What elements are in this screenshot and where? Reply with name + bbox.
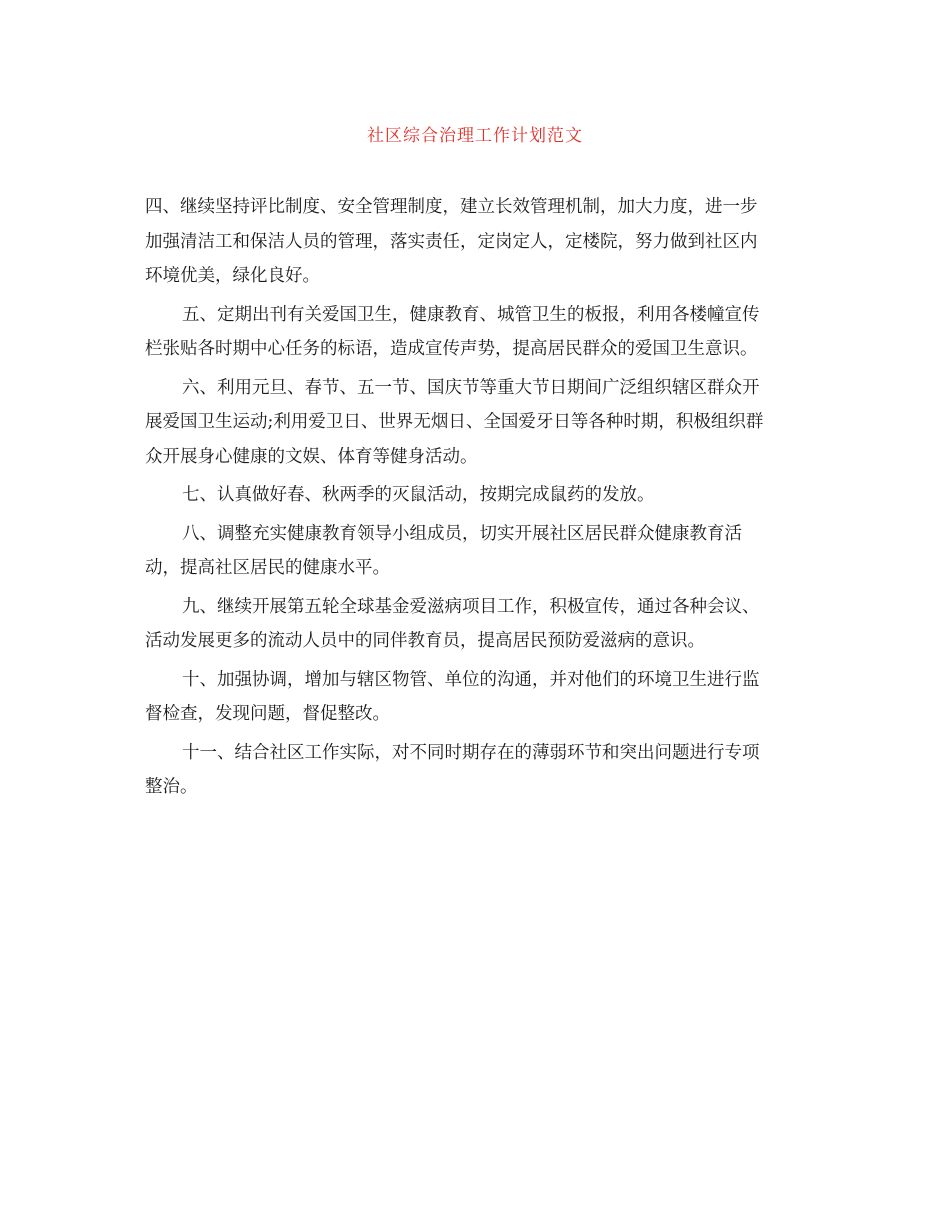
paragraph-line: 环境优美，绿化良好。 xyxy=(145,266,320,286)
paragraph-line: 众开展身心健康的文娱、体育等健身活动。 xyxy=(145,446,478,467)
paragraph-line: 六、利用元旦、春节、五一节、国庆节等重大节日期间广泛组织辖区群众开 xyxy=(182,377,760,398)
paragraph-line: 十一、结合社区工作实际，对不同时期存在的薄弱环节和突出问题进行专项 xyxy=(182,742,760,763)
paragraph-11 xyxy=(145,736,810,805)
paragraph-8 xyxy=(145,517,810,586)
paragraph-10 xyxy=(145,663,810,732)
paragraph-line: 栏张贴各时期中心任务的标语，造成宣传声势，提高居民群众的爱国卫生意识。 xyxy=(145,339,758,359)
paragraph-line: 八、调整充实健康教育领导小组成员，切实开展社区居民群众健康教育活 xyxy=(182,523,742,544)
paragraph-line: 七、认真做好春、秋两季的灭鼠活动，按期完成鼠药的发放。 xyxy=(182,485,655,505)
paragraph-5 xyxy=(145,298,810,367)
paragraph-line: 活动发展更多的流动人员中的同伴教育员，提高居民预防爱滋病的意识。 xyxy=(145,631,705,651)
paragraph-6 xyxy=(145,371,810,475)
paragraph-4 xyxy=(145,190,810,294)
paragraph-line: 四、继续坚持评比制度、安全管理制度，建立长效管理机制，加大力度，进一步 xyxy=(145,197,758,217)
paragraph-line: 展爱国卫生运动;利用爱卫日、世界无烟日、全国爱牙日等各种时期，积极组织群 xyxy=(145,412,764,432)
paragraph-line: 加强清洁工和保洁人员的管理，落实责任，定岗定人，定楼院，努力做到社区内 xyxy=(145,231,758,252)
paragraph-7 xyxy=(145,478,810,513)
document-body xyxy=(145,190,810,809)
document-title: 社区综合治理工作计划范文 xyxy=(367,126,583,146)
paragraph-line: 五、定期出刊有关爱国卫生，健康教育、城管卫生的板报，利用各楼幢宣传 xyxy=(182,304,760,325)
paragraph-line: 九、继续开展第五轮全球基金爱滋病项目工作，积极宣传，通过各种会议、 xyxy=(182,596,760,617)
paragraph-line: 督检查，发现问题，督促整改。 xyxy=(145,704,390,724)
paragraph-line: 整治。 xyxy=(145,777,198,797)
paragraph-9 xyxy=(145,590,810,659)
paragraph-line: 十、加强协调，增加与辖区物管、单位的沟通，并对他们的环境卫生进行监 xyxy=(182,669,760,690)
paragraph-line: 动，提高社区居民的健康水平。 xyxy=(145,558,390,578)
